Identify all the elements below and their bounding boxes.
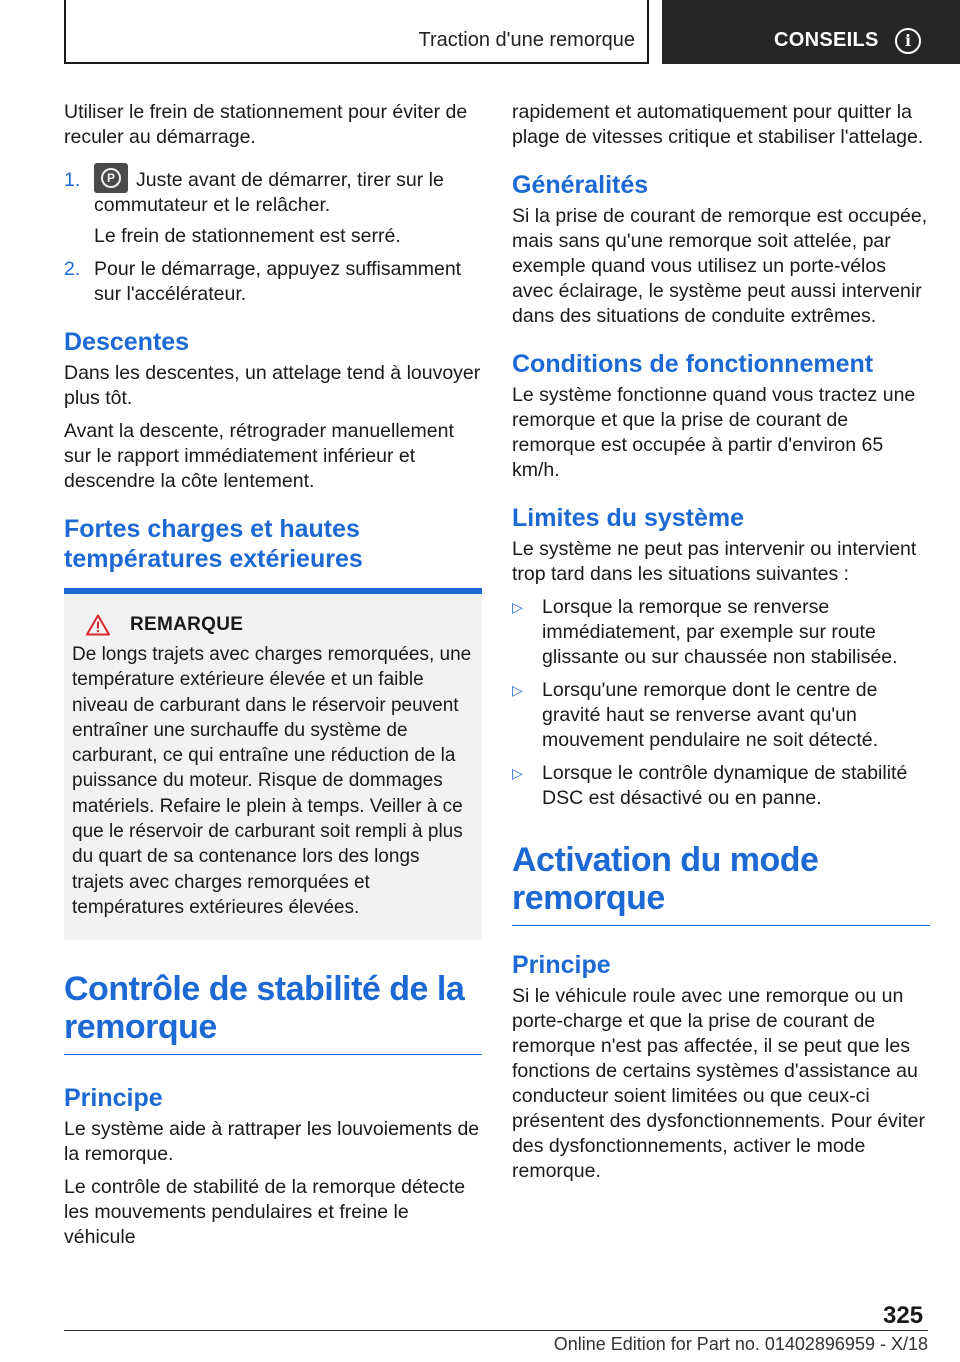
tab-conseils[interactable]: CONSEILS (774, 29, 879, 51)
triangle-bullet-icon: ▷ (512, 682, 523, 698)
step-text: Pour le démarrage, appuyez suffisamment sur l'accélérateur. (94, 258, 462, 305)
heading-principe: Principe (64, 1084, 163, 1113)
header-tab[interactable] (662, 0, 960, 64)
warning-box (64, 588, 482, 940)
heading-fortes-charges: Fortes charges et hautes températures extérieures (64, 515, 363, 573)
page-number: 325 (883, 1302, 924, 1329)
limites-text: Le système ne peut pas intervenir ou intervient trop tard dans les situations suivantes : (512, 538, 917, 585)
step-number: 2. (64, 258, 81, 280)
activation-text: Si le véhicule roule avec une remorque ou un porte-charge et que la prise de courant de remorque n'est pas affectée, il se peut que les fonctions de certains systèmes d'assistance au conducteur soient limitées ou que ceux-ci présentent des dysfonctionnements. Pour éviter des dysfonctionnements, activer le mode remorque. (512, 985, 925, 1182)
step-text: Juste avant de démarrer, tirer sur le commutateur et le relâcher. (94, 169, 444, 216)
triangle-bullet-icon: ▷ (512, 765, 523, 781)
footer-edition: Online Edition for Part no. 01402896959 - X/18 (553, 1334, 928, 1354)
heading-generalites: Généralités (512, 171, 649, 199)
section-activation (512, 841, 930, 926)
list-item: ▷ Lorsque la remorque se renverse immédiatement, par exemple sur route glissante ou sur chaussée non stabilisée. (512, 596, 898, 668)
step-1 (64, 168, 482, 249)
step-subtext: Le frein de stationnement est serré. (94, 225, 401, 247)
continued-text: rapidement et automatiquement pour quitter la plage de vitesses critique et stabiliser l'attelage. (512, 101, 924, 148)
step-number: 1. (64, 169, 81, 191)
heading-conditions: Conditions de fonctionnement (512, 350, 874, 378)
triangle-bullet-icon: ▷ (512, 599, 523, 615)
conditions-text: Le système fonctionne quand vous tractez une remorque et que la prise de courant de remorque est occupée à partir d'environ 65 km/h. (512, 384, 916, 481)
section-title: Traction d'une remorque (418, 29, 635, 51)
stabilite-p2: Le contrôle de stabilité de la remorque détecte les mouvements pendulaires et freine le véhicule (64, 1176, 466, 1249)
heading-limites: Limites du système (512, 504, 745, 532)
warning-title: REMARQUE (130, 614, 244, 635)
left-column (64, 100, 482, 1258)
step-2 (64, 257, 482, 307)
intro-text: Utiliser le frein de stationnement pour éviter de reculer au démarrage. (64, 101, 468, 148)
right-column (512, 100, 930, 1192)
info-icon[interactable]: i (895, 28, 921, 54)
header-section-box (64, 0, 649, 64)
heading-activation: Activation du mode remorque (512, 841, 819, 917)
warning-triangle-icon (86, 614, 110, 636)
list-item: ▷ Lorsque le contrôle dynamique de stabilité DSC est désactivé ou en panne. (512, 762, 908, 809)
descentes-p1: Dans les descentes, un attelage tend à louvoyer plus tôt. (64, 362, 481, 409)
heading-principe-activation: Principe (512, 951, 611, 979)
footer-divider (64, 1330, 928, 1331)
section-stabilite (64, 970, 482, 1055)
parking-brake-icon: P (94, 163, 128, 193)
list-item: ▷ Lorsqu'une remorque dont le centre de gravité haut se renverse avant qu'un mouvement pendulaire ne soit détecté. (512, 679, 879, 751)
generalites-text: Si la prise de courant de remorque est occupée, mais sans qu'une remorque soit attelée, par exemple quand vous utilisez un porte-vélos avec éclairage, le système peut aussi intervenir dans des situations de conduite extrêmes. (512, 205, 928, 327)
heading-descentes: Descentes (64, 328, 190, 356)
descentes-p2: Avant la descente, rétrograder manuellement sur le rapport immédiatement inférieur et descendre la côte lentement. (64, 420, 454, 492)
warning-text: De longs trajets avec charges remorquées, une température extérieure élevée et un faible niveau de carburant dans le réservoir peuvent entraîner une surchauffe du système de carburant, ce qui entraîne une réduction de la puissance du moteur. Risque de dommages matériels. Refaire le plein à temps. Veiller à ce que le réservoir de carburant soit rempli à plus du quart de sa contenance lors des longs trajets avec charges remorquées et températures extérieures élevées. (72, 644, 472, 918)
stabilite-p1: Le système aide à rattraper les louvoiements de la remorque. (64, 1118, 480, 1166)
heading-stabilite: Contrôle de stabilité de la remorque (64, 970, 465, 1047)
